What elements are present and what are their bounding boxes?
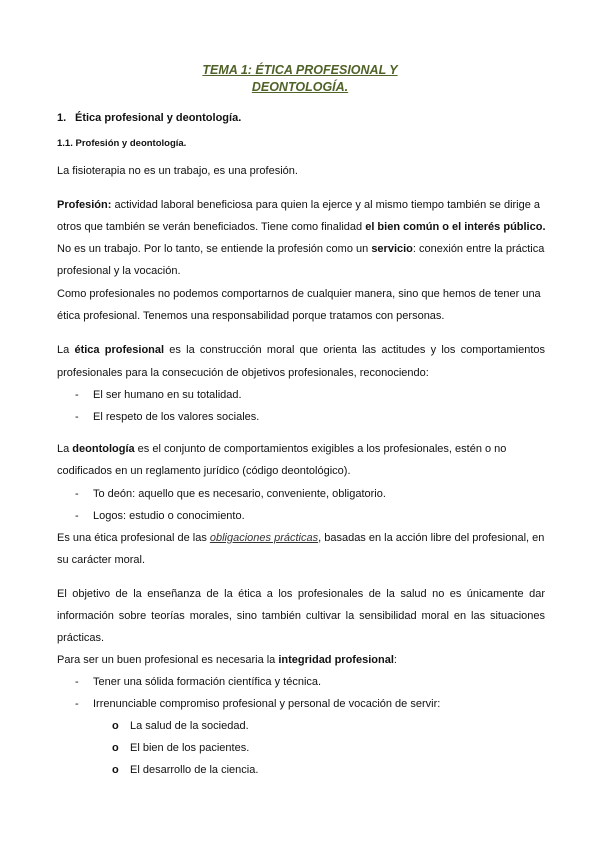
list-item: Logos: estudio o conocimiento. [93,510,245,522]
deonto-text: La [57,443,73,455]
list-item: El respeto de los valores sociales. [93,411,260,423]
section-heading: Ética profesional y deontología. [75,112,242,124]
section-number: 1. [57,112,67,124]
list-item: To deón: aquello que es necesario, conveniente, obligatorio. [93,488,386,500]
list-dash: - [75,389,79,401]
objetivo-text: Para ser un buen profesional es necesaria la [57,654,279,666]
profesion-text: : conexión entre la práctica [412,243,545,255]
list-dash: - [75,510,79,522]
deonto-text: es el conjunto de comportamientos exigibles a los profesionales, estén o no [134,443,507,455]
profesion-line-4: profesional y la vocación. [57,265,181,277]
etica-line-2: profesionales para la consecución de objetivos profesionales, reconociendo: [57,367,429,379]
etica-text: es la construcción moral que orienta las actitudes y los comportamientos [164,344,545,356]
subsection-heading: 1.1. Profesión y deontología. [57,138,187,149]
list-item: El ser humano en su totalidad. [93,389,242,401]
deonto-line-2: codificados en un reglamento jurídico (código deontológico). [57,465,351,477]
profesion-text: otros que también se verán beneficiados. Tiene como finalidad [57,221,366,233]
sublist-item: El bien de los pacientes. [130,742,250,754]
deonto-line-1 [57,442,545,456]
profesion-bold: servicio [371,243,413,255]
profesion-term: Profesión: [57,199,112,211]
page-title-line-2: DEONTOLOGÍA. [251,80,349,94]
sublist-bullet: o [112,742,119,754]
sublist-item: La salud de la sociedad. [130,720,249,732]
etica-text: La [57,344,75,356]
list-dash: - [75,676,79,688]
profesion-line-2 [57,220,545,234]
deonto-text: Es una ética profesional de las [57,532,210,544]
profesion-text: actividad laboral beneficiosa para quien la ejerce y al mismo tiempo también se dirige a [111,199,541,211]
list-dash: - [75,411,79,423]
intro-paragraph: La fisioterapia no es un trabajo, es una profesión. [57,165,298,177]
profesion-text: No es un trabajo. Por lo tanto, se entiende la profesión como un [57,243,372,255]
list-dash: - [75,698,79,710]
sublist-item: El desarrollo de la ciencia. [130,764,259,776]
etica-bold: ética profesional [74,344,165,356]
objetivo-line-2: información sobre teorías morales, sino también cultivar la sensibilidad moral en las situaciones [57,610,545,622]
deonto-underlined: obligaciones prácticas [209,532,319,544]
objetivo-line-4 [57,653,545,667]
deonto-text: , basadas en la acción libre del profesional, en [318,532,545,544]
list-item: Tener una sólida formación científica y técnica. [93,676,322,688]
profesion-bold: el bien común o el interés público. [365,221,546,233]
page-title-line-1: TEMA 1: ÉTICA PROFESIONAL Y [202,63,398,77]
deonto-line-3 [57,531,545,545]
objetivo-line-3: prácticas. [57,632,105,644]
etica-line-1 [57,343,545,357]
profesion-line-6: ética profesional. Tenemos una responsabilidad porque tratamos con personas. [57,310,445,322]
objetivo-bold: integridad profesional [278,654,394,666]
list-item: Irrenunciable compromiso profesional y personal de vocación de servir: [93,698,441,710]
profesion-line-3 [57,242,545,256]
profesion-line-5: Como profesionales no podemos comportarnos de cualquier manera, sino que hemos de tener una [57,288,541,300]
sublist-bullet: o [112,720,119,732]
list-dash: - [75,488,79,500]
profesion-line-1 [57,198,545,212]
sublist-bullet: o [112,764,119,776]
deonto-bold: deontología [72,443,135,455]
deonto-line-4: su carácter moral. [57,554,146,566]
objetivo-text: : [393,654,397,666]
objetivo-line-1: El objetivo de la enseñanza de la ética a los profesionales de la salud no es únicamente dar [57,588,545,600]
